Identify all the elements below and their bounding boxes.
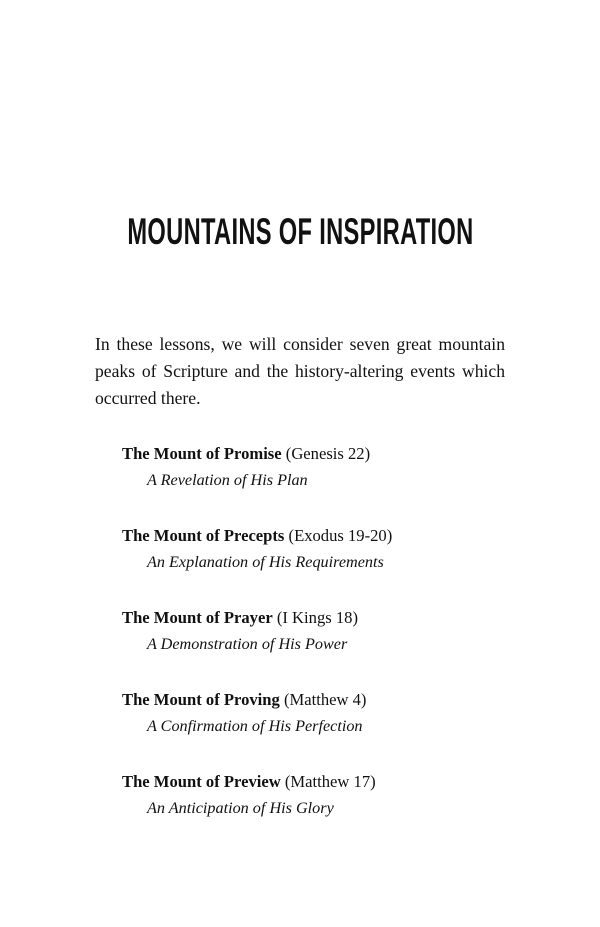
lesson-subtitle: A Confirmation of His Perfection xyxy=(147,717,363,735)
lesson-reference: (Genesis 22) xyxy=(285,444,371,463)
lesson-reference: (I Kings 18) xyxy=(276,608,358,627)
lesson-item xyxy=(122,440,522,522)
lesson-name: The Mount of Preview xyxy=(122,772,281,791)
lesson-subtitle: An Anticipation of His Glory xyxy=(147,799,334,817)
lesson-name: The Mount of Precepts xyxy=(122,526,285,545)
lesson-heading xyxy=(122,440,522,467)
lesson-heading xyxy=(122,768,522,795)
lesson-subtitle: An Explanation of His Requirements xyxy=(147,553,384,571)
lesson-name: The Mount of Proving xyxy=(122,690,280,709)
lesson-list xyxy=(122,440,522,850)
lesson-reference: (Matthew 17) xyxy=(284,772,376,791)
page-title: MOUNTAINS OF INSPIRATION xyxy=(126,211,474,252)
lesson-heading xyxy=(122,686,522,713)
lesson-reference: (Exodus 19-20) xyxy=(288,526,393,545)
lesson-item xyxy=(122,522,522,604)
lesson-name: The Mount of Promise xyxy=(122,444,282,463)
lesson-subtitle: A Demonstration of His Power xyxy=(147,635,348,653)
title-container xyxy=(0,212,600,252)
lesson-item xyxy=(122,604,522,686)
lesson-heading xyxy=(122,604,522,631)
lesson-item xyxy=(122,686,522,768)
lesson-name: The Mount of Prayer xyxy=(122,608,273,627)
lesson-subtitle: A Revelation of His Plan xyxy=(147,471,308,489)
lesson-reference: (Matthew 4) xyxy=(283,690,367,709)
intro-paragraph: In these lessons, we will consider seven great mountain peaks of Scripture and the history-altering events which occurred there. xyxy=(95,334,505,408)
lesson-item xyxy=(122,768,522,850)
lesson-heading xyxy=(122,522,522,549)
